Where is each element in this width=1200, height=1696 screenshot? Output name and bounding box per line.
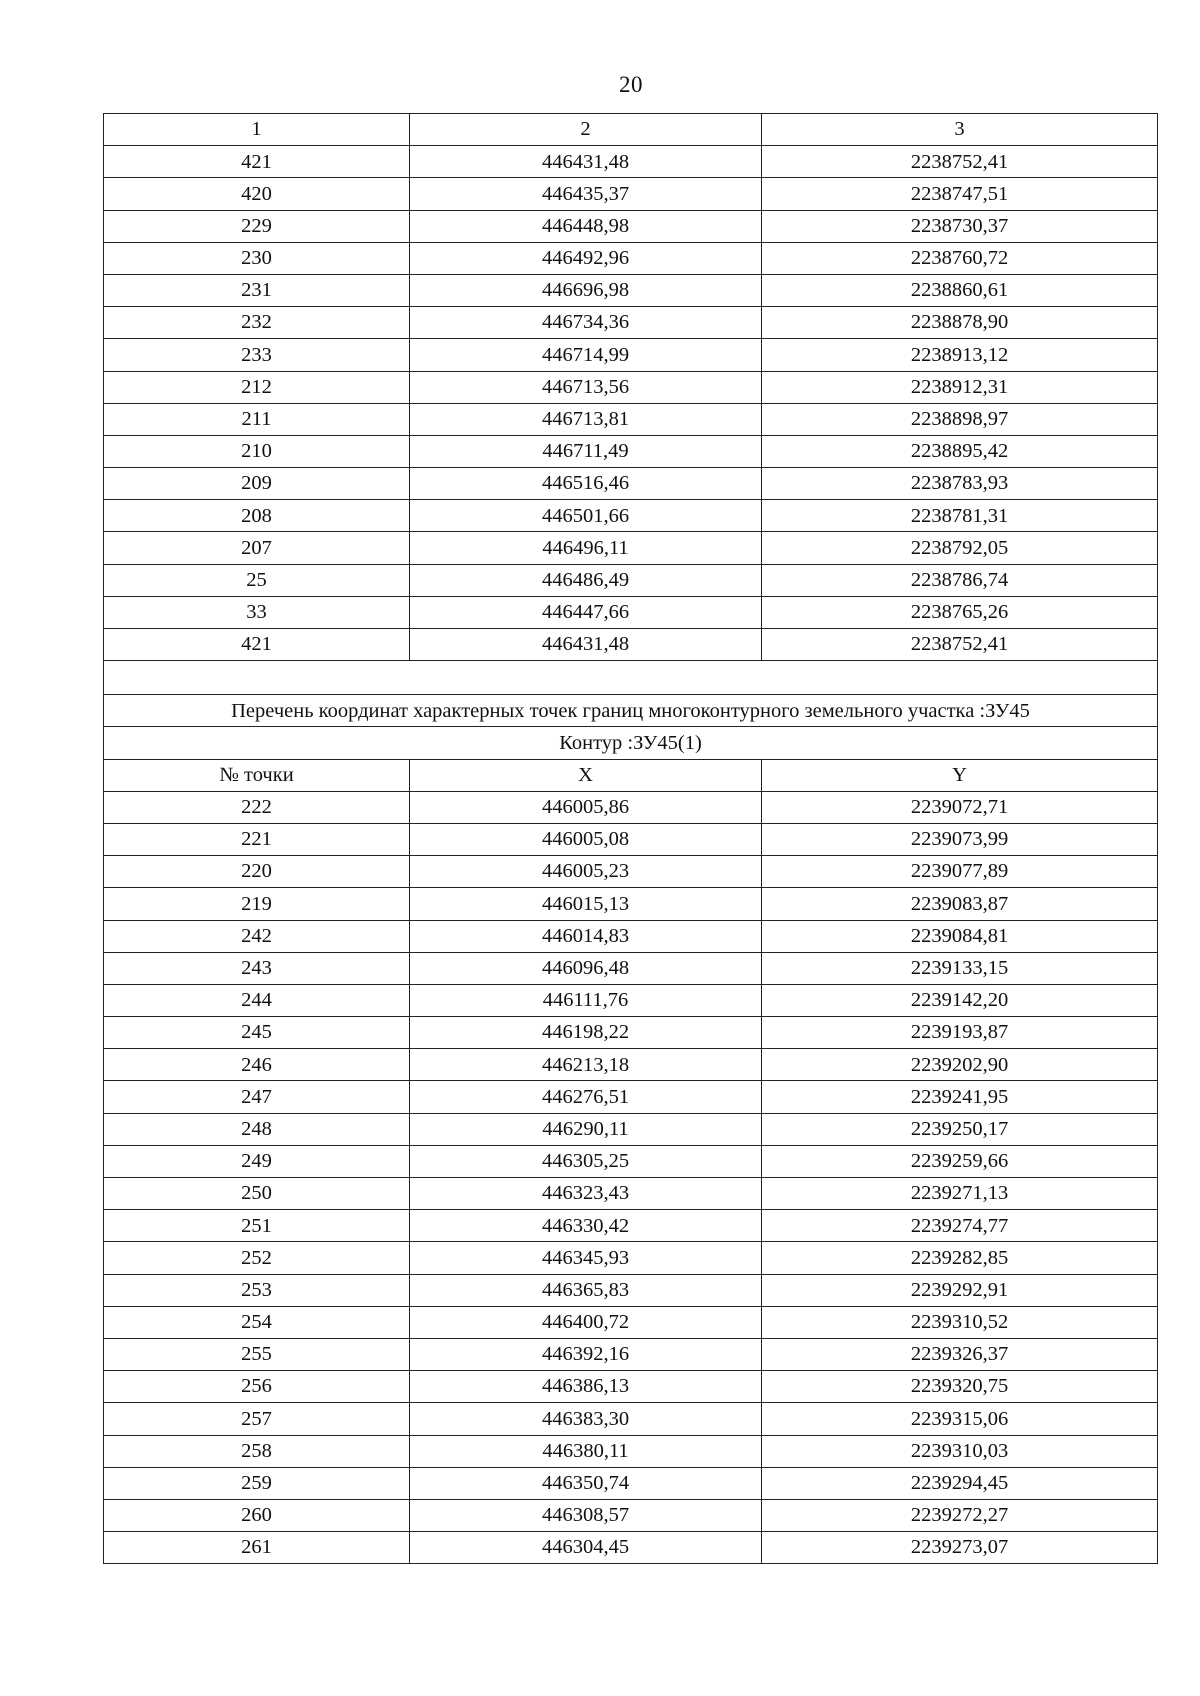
- point-number-cell: 246: [104, 1049, 410, 1081]
- table-row: [104, 596, 1158, 628]
- x-coordinate-cell: 446005,86: [410, 791, 762, 823]
- table-row: [104, 339, 1158, 371]
- table-row: [104, 307, 1158, 339]
- table-row: [104, 1210, 1158, 1242]
- table-row: [104, 1435, 1158, 1467]
- point-number-cell: 232: [104, 307, 410, 339]
- table-row: [104, 1403, 1158, 1435]
- point-number-cell: 257: [104, 1403, 410, 1435]
- point-number-cell: 212: [104, 371, 410, 403]
- y-coordinate-cell: 2239292,91: [762, 1274, 1158, 1306]
- point-number-cell: 219: [104, 888, 410, 920]
- point-number-cell: 260: [104, 1499, 410, 1531]
- y-coordinate-cell: 2239133,15: [762, 952, 1158, 984]
- point-number-cell: 33: [104, 596, 410, 628]
- y-coordinate-cell: 2238760,72: [762, 242, 1158, 274]
- table-row: [104, 1145, 1158, 1177]
- y-coordinate-cell: 2239310,03: [762, 1435, 1158, 1467]
- point-number-cell: 251: [104, 1210, 410, 1242]
- y-coordinate-cell: 2239084,81: [762, 920, 1158, 952]
- table-row: [104, 888, 1158, 920]
- y-coordinate-cell: 2238752,41: [762, 146, 1158, 178]
- x-coordinate-cell: 446392,16: [410, 1338, 762, 1370]
- table-row: [104, 371, 1158, 403]
- y-coordinate-cell: 2238898,97: [762, 403, 1158, 435]
- point-number-cell: 258: [104, 1435, 410, 1467]
- column-number-row: [104, 114, 1158, 146]
- column-header-row: [104, 759, 1158, 791]
- point-number-cell: 252: [104, 1242, 410, 1274]
- x-coordinate-cell: 446713,81: [410, 403, 762, 435]
- table-row: [104, 1242, 1158, 1274]
- point-number-cell: 255: [104, 1338, 410, 1370]
- coordinates-table: [103, 113, 1158, 1564]
- y-coordinate-cell: 2238860,61: [762, 274, 1158, 306]
- y-coordinate-cell: 2239250,17: [762, 1113, 1158, 1145]
- y-coordinate-cell: 2239326,37: [762, 1338, 1158, 1370]
- point-number-cell: 211: [104, 403, 410, 435]
- y-coordinate-cell: 2239077,89: [762, 856, 1158, 888]
- y-coordinate-cell: 2239272,27: [762, 1499, 1158, 1531]
- table-row: [104, 146, 1158, 178]
- x-coordinate-cell: 446345,93: [410, 1242, 762, 1274]
- table-row: [104, 532, 1158, 564]
- point-number-cell: 222: [104, 791, 410, 823]
- x-coordinate-cell: 446330,42: [410, 1210, 762, 1242]
- coordinates-table-body: [104, 114, 1158, 1564]
- table-row: [104, 952, 1158, 984]
- point-number-cell: 249: [104, 1145, 410, 1177]
- blank-row: [104, 661, 1158, 695]
- x-coordinate-cell: 446213,18: [410, 1049, 762, 1081]
- table-row: [104, 564, 1158, 596]
- x-coordinate-cell: 446696,98: [410, 274, 762, 306]
- table-row: [104, 1467, 1158, 1499]
- x-coordinate-cell: 446005,23: [410, 856, 762, 888]
- x-coordinate-cell: 446435,37: [410, 178, 762, 210]
- x-coordinate-cell: 446380,11: [410, 1435, 762, 1467]
- table-row: [104, 791, 1158, 823]
- y-coordinate-cell: 2238878,90: [762, 307, 1158, 339]
- x-coordinate-cell: 446383,30: [410, 1403, 762, 1435]
- x-coordinate-cell: 446431,48: [410, 146, 762, 178]
- point-number-cell: 243: [104, 952, 410, 984]
- blank-row-cell: [104, 661, 1158, 695]
- contour-title-cell: Контур :ЗУ45(1): [104, 727, 1158, 759]
- point-number-cell: 210: [104, 435, 410, 467]
- table-row: [104, 823, 1158, 855]
- y-coordinate-cell: 2238783,93: [762, 468, 1158, 500]
- x-coordinate-cell: 446323,43: [410, 1178, 762, 1210]
- point-number-cell: 229: [104, 210, 410, 242]
- x-coordinate-cell: 446290,11: [410, 1113, 762, 1145]
- table-row: [104, 1306, 1158, 1338]
- x-coordinate-cell: 446734,36: [410, 307, 762, 339]
- column-header: Y: [762, 759, 1158, 791]
- table-row: [104, 210, 1158, 242]
- contour-title: [104, 727, 1158, 759]
- y-coordinate-cell: 2239271,13: [762, 1178, 1158, 1210]
- table-row: [104, 1178, 1158, 1210]
- y-coordinate-cell: 2239193,87: [762, 1017, 1158, 1049]
- y-coordinate-cell: 2238786,74: [762, 564, 1158, 596]
- x-coordinate-cell: 446516,46: [410, 468, 762, 500]
- x-coordinate-cell: 446198,22: [410, 1017, 762, 1049]
- table-row: [104, 178, 1158, 210]
- y-coordinate-cell: 2238765,26: [762, 596, 1158, 628]
- y-coordinate-cell: 2238781,31: [762, 500, 1158, 532]
- table-row: [104, 1499, 1158, 1531]
- table-row: [104, 856, 1158, 888]
- table-row: [104, 1081, 1158, 1113]
- x-coordinate-cell: 446350,74: [410, 1467, 762, 1499]
- point-number-cell: 208: [104, 500, 410, 532]
- x-coordinate-cell: 446365,83: [410, 1274, 762, 1306]
- x-coordinate-cell: 446096,48: [410, 952, 762, 984]
- column-number-cell: 3: [762, 114, 1158, 146]
- table-row: [104, 468, 1158, 500]
- section-title: [104, 695, 1158, 727]
- point-number-cell: 247: [104, 1081, 410, 1113]
- table-row: [104, 500, 1158, 532]
- x-coordinate-cell: 446304,45: [410, 1532, 762, 1564]
- x-coordinate-cell: 446448,98: [410, 210, 762, 242]
- y-coordinate-cell: 2239241,95: [762, 1081, 1158, 1113]
- section-title-cell: Перечень координат характерных точек границ многоконтурного земельного участка :ЗУ45: [104, 695, 1158, 727]
- x-coordinate-cell: 446015,13: [410, 888, 762, 920]
- y-coordinate-cell: 2238913,12: [762, 339, 1158, 371]
- point-number-cell: 245: [104, 1017, 410, 1049]
- x-coordinate-cell: 446713,56: [410, 371, 762, 403]
- point-number-cell: 207: [104, 532, 410, 564]
- x-coordinate-cell: 446386,13: [410, 1371, 762, 1403]
- y-coordinate-cell: 2239274,77: [762, 1210, 1158, 1242]
- point-number-cell: 250: [104, 1178, 410, 1210]
- table-row: [104, 1532, 1158, 1564]
- y-coordinate-cell: 2239073,99: [762, 823, 1158, 855]
- y-coordinate-cell: 2239202,90: [762, 1049, 1158, 1081]
- x-coordinate-cell: 446486,49: [410, 564, 762, 596]
- point-number-cell: 25: [104, 564, 410, 596]
- point-number-cell: 231: [104, 274, 410, 306]
- column-header: X: [410, 759, 762, 791]
- y-coordinate-cell: 2239259,66: [762, 1145, 1158, 1177]
- point-number-cell: 233: [104, 339, 410, 371]
- x-coordinate-cell: 446005,08: [410, 823, 762, 855]
- page-number: 20: [619, 72, 643, 97]
- y-coordinate-cell: 2239072,71: [762, 791, 1158, 823]
- column-header: № точки: [104, 759, 410, 791]
- column-number-cell: 1: [104, 114, 410, 146]
- y-coordinate-cell: 2239142,20: [762, 984, 1158, 1016]
- y-coordinate-cell: 2238895,42: [762, 435, 1158, 467]
- table-row: [104, 403, 1158, 435]
- y-coordinate-cell: 2239315,06: [762, 1403, 1158, 1435]
- x-coordinate-cell: 446276,51: [410, 1081, 762, 1113]
- table-row: [104, 274, 1158, 306]
- table-row: [104, 1113, 1158, 1145]
- y-coordinate-cell: 2238752,41: [762, 629, 1158, 661]
- y-coordinate-cell: 2239282,85: [762, 1242, 1158, 1274]
- point-number-cell: 420: [104, 178, 410, 210]
- y-coordinate-cell: 2239310,52: [762, 1306, 1158, 1338]
- x-coordinate-cell: 446447,66: [410, 596, 762, 628]
- x-coordinate-cell: 446400,72: [410, 1306, 762, 1338]
- point-number-cell: 209: [104, 468, 410, 500]
- point-number-cell: 254: [104, 1306, 410, 1338]
- x-coordinate-cell: 446111,76: [410, 984, 762, 1016]
- x-coordinate-cell: 446014,83: [410, 920, 762, 952]
- y-coordinate-cell: 2238792,05: [762, 532, 1158, 564]
- table-row: [104, 1017, 1158, 1049]
- y-coordinate-cell: 2238912,31: [762, 371, 1158, 403]
- x-coordinate-cell: 446714,99: [410, 339, 762, 371]
- table-row: [104, 435, 1158, 467]
- x-coordinate-cell: 446501,66: [410, 500, 762, 532]
- table-row: [104, 1049, 1158, 1081]
- table-row: [104, 1274, 1158, 1306]
- table-row: [104, 1371, 1158, 1403]
- y-coordinate-cell: 2238747,51: [762, 178, 1158, 210]
- point-number-cell: 259: [104, 1467, 410, 1499]
- point-number-cell: 421: [104, 146, 410, 178]
- x-coordinate-cell: 446492,96: [410, 242, 762, 274]
- x-coordinate-cell: 446711,49: [410, 435, 762, 467]
- point-number-cell: 244: [104, 984, 410, 1016]
- point-number-cell: 261: [104, 1532, 410, 1564]
- table-row: [104, 1338, 1158, 1370]
- point-number-cell: 421: [104, 629, 410, 661]
- column-number-cell: 2: [410, 114, 762, 146]
- point-number-cell: 253: [104, 1274, 410, 1306]
- table-row: [104, 984, 1158, 1016]
- point-number-cell: 220: [104, 856, 410, 888]
- point-number-cell: 221: [104, 823, 410, 855]
- x-coordinate-cell: 446308,57: [410, 1499, 762, 1531]
- x-coordinate-cell: 446305,25: [410, 1145, 762, 1177]
- y-coordinate-cell: 2238730,37: [762, 210, 1158, 242]
- table-row: [104, 242, 1158, 274]
- y-coordinate-cell: 2239083,87: [762, 888, 1158, 920]
- y-coordinate-cell: 2239273,07: [762, 1532, 1158, 1564]
- point-number-cell: 230: [104, 242, 410, 274]
- point-number-cell: 248: [104, 1113, 410, 1145]
- point-number-cell: 242: [104, 920, 410, 952]
- x-coordinate-cell: 446496,11: [410, 532, 762, 564]
- y-coordinate-cell: 2239320,75: [762, 1371, 1158, 1403]
- table-row: [104, 629, 1158, 661]
- y-coordinate-cell: 2239294,45: [762, 1467, 1158, 1499]
- table-row: [104, 920, 1158, 952]
- point-number-cell: 256: [104, 1371, 410, 1403]
- x-coordinate-cell: 446431,48: [410, 629, 762, 661]
